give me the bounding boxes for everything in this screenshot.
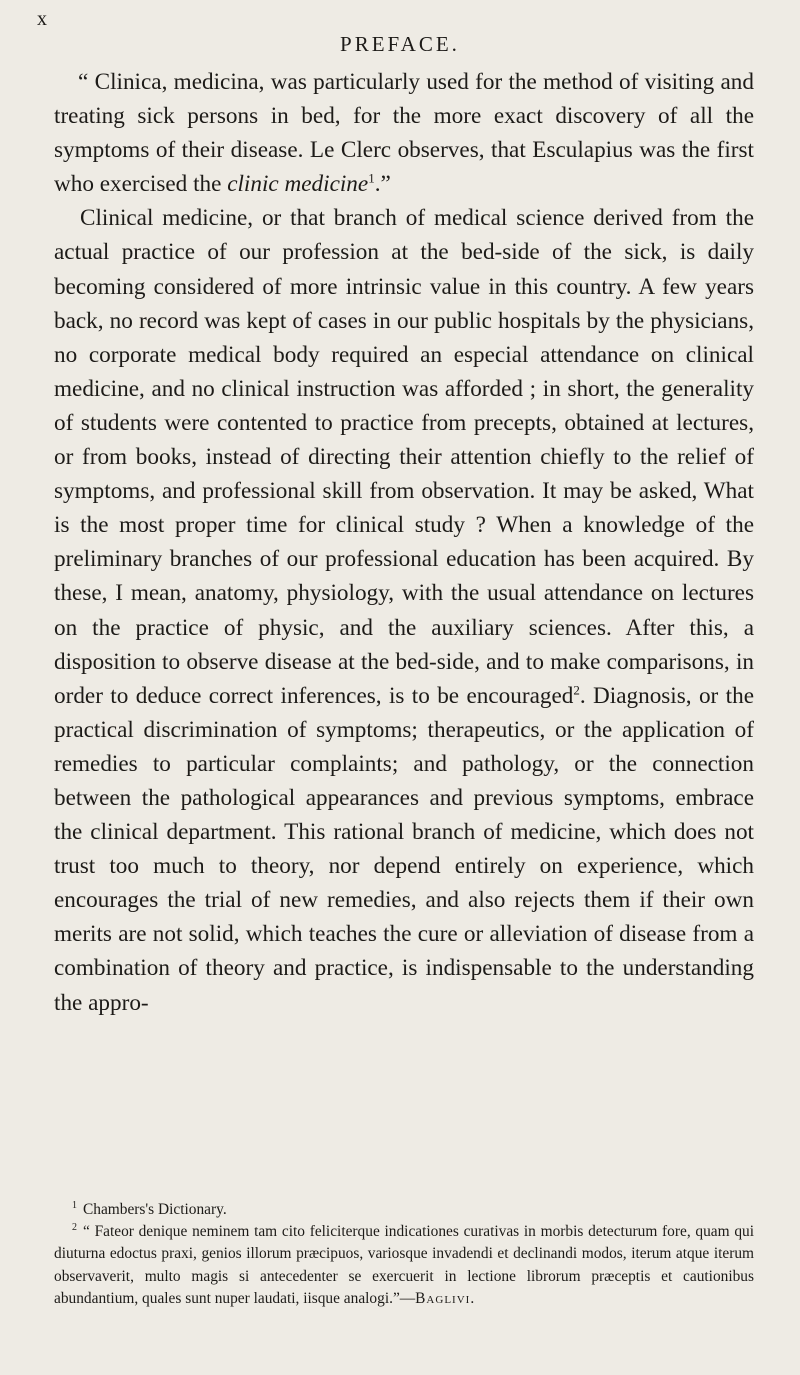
footnote-2 [54, 1221, 754, 1310]
page-number: x [37, 8, 48, 30]
footnote-ref-1[interactable]: 1 [368, 170, 375, 186]
footnote-number: 2 [72, 1222, 77, 1234]
paragraph-text-part2: . Diagnosis, or the practical discrimination of symptoms; therapeutics, or the application of remedies to particular complaints; and pathology, or the connection between the pathological appearances and previous symptoms, embrace the clinical department. This rational branch of medicine, which does not trust too much to theory, nor depend entirely on experience, which encourages the trial of new remedies, and also rejects them if their own merits are not solid, which teaches the cure or alleviation of disease from a combination of theory and practice, is indispensable to the understanding the appro- [54, 682, 754, 1016]
main-text [54, 65, 754, 1020]
running-head: PREFACE. [340, 32, 460, 56]
paragraph-text-part1: Clinical medicine, or that branch of medical science derived from the actual practice of our profession at the bed-side of the sick, is daily becoming considered of more intrinsic value in this country. A few years back, no record was kept of cases in our public hospitals by the physicians, no corporate medical body required an especial attendance on clinical medicine, and no clinical instruction was afforded ; in short, the generality of students were contented to practice from precepts, obtained at lectures, or from books, instead of directing their attention chiefly to the relief of symptoms, and professional skill from observation. It may be asked, What is the most proper time for clinical study ? When a knowledge of the preliminary branches of our professional education has been acquired. By these, I mean, anatomy, physiology, with the usual attendance on lectures on the practice of physic, and the auxiliary sciences. After this, a disposition to observe disease at the bed-side, and to make comparisons, in order to deduce correct inferences, is to be encouraged [54, 205, 754, 709]
paragraph-quote [54, 65, 754, 201]
footnote-number: 1 [72, 1199, 77, 1211]
quote-text: “ Clinica, medicina, was particularly used for the method of visiting and treating sick persons in bed, for the more exact discovery of all the symptoms of their disease. Le Clerc observes, that Esculapius was the first who exercised the [54, 69, 754, 198]
footnotes [54, 1199, 754, 1310]
emphasis-clinic-medicine: clinic medicine [227, 171, 369, 198]
footnote-1 [54, 1199, 754, 1221]
footnote-ref-2[interactable]: 2 [573, 681, 580, 697]
quote-end: .” [374, 171, 391, 198]
footnote-text: “ Fateor denique neminem tam cito feliciterque indicationes curativas in morbis detecturum fore, quam qui diuturna edoctus praxi, genios illorum præcipuos, variosque invadendi et declinandi modos, iterum atque iterum observaverit, multo magis si antecedenter se exercuerit in lectione librorum præceptis et cautionibus abundantium, quales sunt nuper laudati, iisque analogi.”— [54, 1223, 754, 1307]
footnote-text: Chambers's Dictionary. [83, 1201, 227, 1218]
paragraph-clinical-medicine [54, 201, 754, 1019]
footnote-author: Baglivi. [415, 1289, 476, 1307]
